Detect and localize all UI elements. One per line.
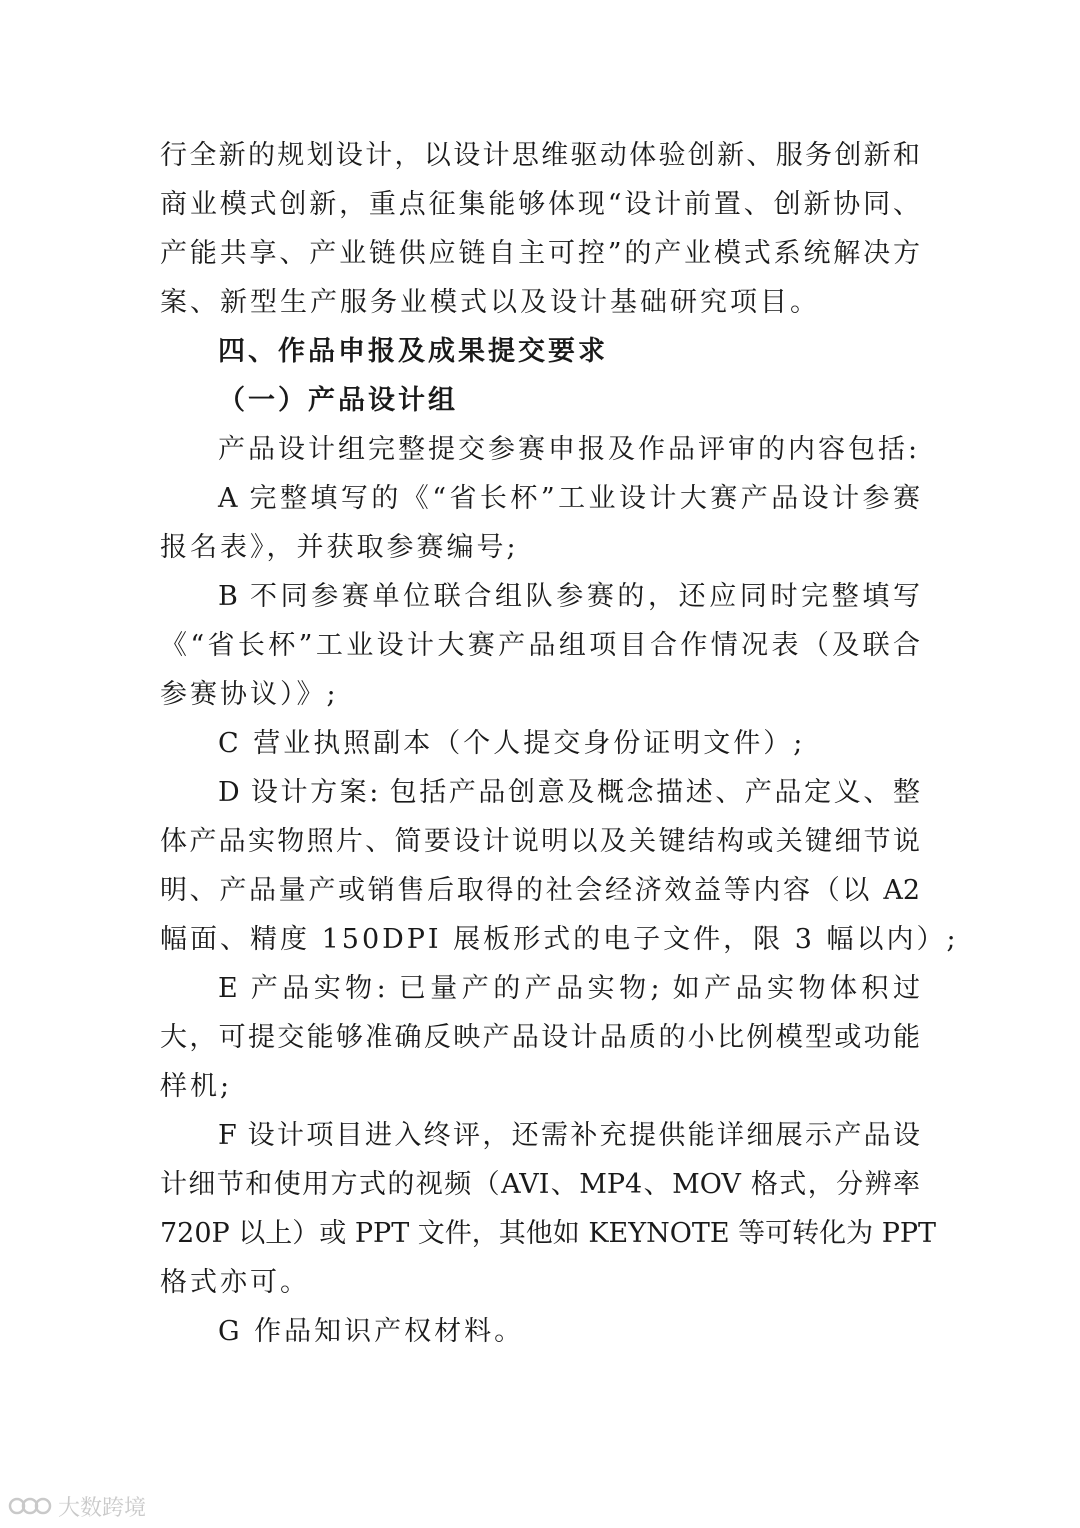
paragraph-line: 幅面、精度 150DPI 展板形式的电子文件，限 3 幅以内）; — [160, 924, 959, 955]
paragraph-line: 体产品实物照片、简要设计说明以及关键结构或关键细节说 — [160, 826, 920, 857]
paragraph-line: 样机; — [160, 1071, 233, 1102]
list-item-g: G 作品知识产权材料。 — [218, 1316, 525, 1347]
paragraph-line: 计细节和使用方式的视频（AVI、MP4、MOV 格式，分辨率 — [160, 1169, 920, 1200]
list-item-c: C 营业执照副本（个人提交身份证明文件）; — [218, 728, 806, 759]
paragraph-line: 大，可提交能够准确反映产品设计品质的小比例模型或功能 — [160, 1022, 920, 1053]
subsection-heading: （一）产品设计组 — [218, 385, 458, 416]
paragraph-line: 格式亦可。 — [160, 1267, 310, 1298]
list-item-a: A 完整填写的《“省长杯”工业设计大赛产品设计参赛 — [218, 483, 920, 514]
paragraph-line: 报名表》，并获取参赛编号; — [160, 532, 519, 563]
watermark-text: 大数跨境 — [58, 1495, 147, 1521]
paragraph-line: 商业模式创新，重点征集能够体现“设计前置、创新协同、 — [160, 189, 920, 220]
paragraph-line: 案、新型生产服务业模式以及设计基础研究项目。 — [160, 287, 820, 318]
paragraph-line: 产品设计组完整提交参赛申报及作品评审的内容包括: — [218, 434, 921, 465]
paragraph-line: 《“省长杯”工业设计大赛产品组项目合作情况表（及联合 — [160, 630, 920, 661]
list-item-d: D 设计方案: 包括产品创意及概念描述、产品定义、整 — [218, 777, 920, 808]
list-item-b: B 不同参赛单位联合组队参赛的，还应同时完整填写 — [218, 581, 920, 612]
paragraph-line: 720P 以上）或 PPT 文件，其他如 KEYNOTE 等可转化为 PPT — [160, 1218, 937, 1249]
logo-icon — [8, 1492, 52, 1520]
paragraph-line: 行全新的规划设计，以设计思维驱动体验创新、服务创新和 — [160, 140, 920, 171]
list-item-e: E 产品实物: 已量产的产品实物; 如产品实物体积过 — [218, 973, 920, 1004]
section-heading: 四、作品申报及成果提交要求 — [218, 336, 608, 367]
list-item-f: F 设计项目进入终评，还需补充提供能详细展示产品设 — [218, 1120, 920, 1151]
paragraph-line: 参赛协议）》; — [160, 679, 339, 710]
paragraph-line: 产能共享、产业链供应链自主可控”的产业模式系统解决方 — [160, 238, 920, 269]
watermark — [8, 1490, 146, 1522]
paragraph-line: 明、产品量产或销售后取得的社会经济效益等内容（以 A2 — [160, 875, 920, 906]
